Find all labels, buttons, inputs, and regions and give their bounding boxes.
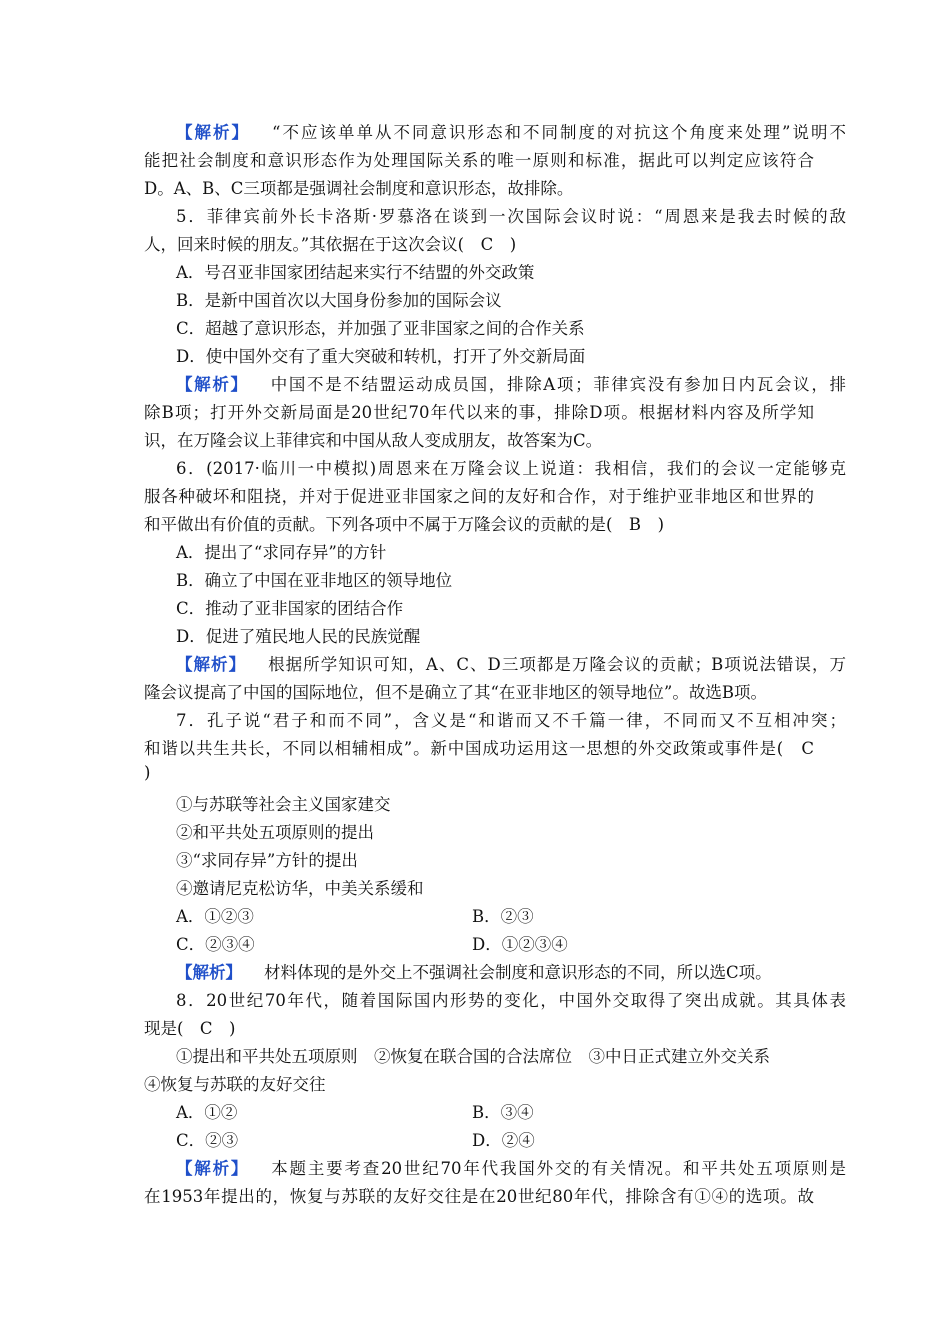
option-row [176, 1130, 846, 1152]
list-item: ④邀请尼克松访华，中美关系缓和 [176, 879, 424, 898]
analysis-label: 【解析】 [176, 375, 249, 394]
option-row [176, 1102, 846, 1124]
option: C．②③ [176, 1131, 239, 1150]
question-stem: 现是( C ) [144, 1019, 236, 1038]
list-item: ①提出和平共处五项原则 ②恢复在联合国的合法席位 ③中日正式建立外交关系 [176, 1047, 770, 1066]
analysis-line: 隆会议提高了中国的国际地位，但不是确立了其“在亚非地区的领导地位”。故选B项。 [144, 683, 767, 702]
analysis-line: 【解析】 根据所学知识可知，A、C、D三项都是万隆会议的贡献；B项说法错误，万 [176, 655, 846, 674]
question-stem: 和平做出有价值的贡献。下列各项中不属于万隆会议的贡献的是( B ) [144, 515, 664, 534]
list-item: ③“求同存异”方针的提出 [176, 851, 358, 870]
analysis-label: 【解析】 [176, 123, 251, 142]
analysis-label: 【解析】 [176, 963, 242, 982]
question-stem: 5．菲律宾前外长卡洛斯·罗慕洛在谈到一次国际会议时说：“周恩来是我去时候的敌 [176, 207, 846, 226]
list-item: ②和平共处五项原则的提出 [176, 823, 374, 842]
analysis-label: 【解析】 [176, 655, 247, 674]
option: B．是新中国首次以大国身份参加的国际会议 [176, 291, 502, 310]
question-stem: 和谐以共生共长，不同以相辅相成”。新中国成功运用这一思想的外交政策或事件是( C [144, 739, 814, 758]
question-stem: ) [144, 763, 151, 782]
analysis-line: 识，在万隆会议上菲律宾和中国从敌人变成朋友，故答案为C。 [144, 431, 603, 450]
option: D．①②③④ [472, 935, 568, 954]
option: C．②③④ [176, 935, 255, 954]
option-row [176, 934, 846, 956]
analysis-line: 【解析】 材料体现的是外交上不强调社会制度和意识形态的不同，所以选C项。 [176, 963, 772, 982]
list-item: ①与苏联等社会主义国家建交 [176, 795, 391, 814]
question-stem: 8．20世纪70年代，随着国际国内形势的变化，中国外交取得了突出成就。其具体表 [176, 991, 846, 1010]
analysis-label: 【解析】 [176, 1159, 250, 1178]
option: B．③④ [472, 1103, 534, 1122]
option: B．确立了中国在亚非地区的领导地位 [176, 571, 453, 590]
option: C．超越了意识形态，并加强了亚非国家之间的合作关系 [176, 319, 585, 338]
analysis-line: D。A、B、C三项都是强调社会制度和意识形态，故排除。 [144, 179, 574, 198]
option: A．号召亚非国家团结起来实行不结盟的外交政策 [176, 263, 535, 282]
analysis-line: 【解析】 中国不是不结盟运动成员国，排除A项；菲律宾没有参加日内瓦会议，排 [176, 375, 847, 394]
question-stem: 7．孔子说“君子和而不同”，含义是“和谐而又不千篇一律，不同而又不互相冲突； [176, 711, 846, 730]
list-item: ④恢复与苏联的友好交往 [144, 1075, 326, 1094]
analysis-line: 【解析】 “不应该单单从不同意识形态和不同制度的对抗这个角度来处理”说明不 [176, 123, 846, 142]
analysis-line: 能把社会制度和意识形态作为处理国际关系的唯一原则和标准，据此可以判定应该符合 [144, 151, 814, 170]
option-row [176, 906, 846, 928]
option: A．提出了“求同存异”的方针 [176, 543, 387, 562]
question-stem: 人，回来时候的朋友。”其依据在于这次会议( C ) [144, 235, 517, 254]
option: B．②③ [472, 907, 534, 926]
analysis-line: 除B项；打开外交新局面是20世纪70年代以来的事，排除D项。根据材料内容及所学知 [144, 403, 814, 422]
option: D．②④ [472, 1131, 535, 1150]
question-stem: 服各种破坏和阻挠，并对于促进亚非国家之间的友好和合作，对于维护亚非地区和世界的 [144, 487, 814, 506]
option: A．①② [176, 1103, 238, 1122]
option: D．使中国外交有了重大突破和转机，打开了外交新局面 [176, 347, 586, 366]
option: C．推动了亚非国家的团结合作 [176, 599, 404, 618]
analysis-line: 在1953年提出的，恢复与苏联的友好交往是在20世纪80年代，排除含有①④的选项。故 [144, 1187, 814, 1206]
option: A．①②③ [176, 907, 254, 926]
option: D．促进了殖民地人民的民族觉醒 [176, 627, 421, 646]
analysis-line: 【解析】 本题主要考查20世纪70年代我国外交的有关情况。和平共处五项原则是 [176, 1159, 847, 1178]
question-stem: 6．(2017·临川一中模拟)周恩来在万隆会议上说道：我相信，我们的会议一定能够克 [176, 459, 846, 478]
